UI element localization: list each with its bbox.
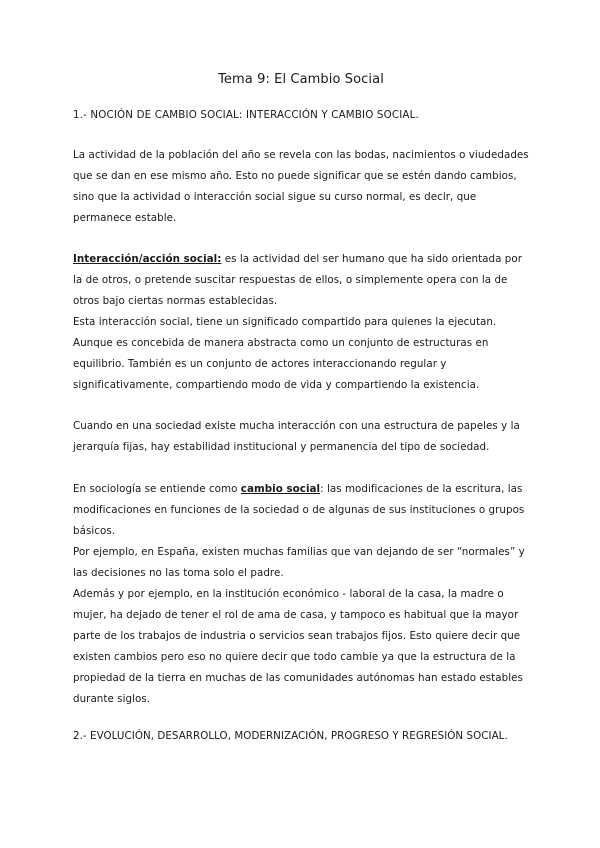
term-cambio-social: cambio social bbox=[240, 483, 321, 495]
paragraph-interaction-text: es la actividad del ser humano que ha sido orientada por la de otros, o pretende suscitar respuestas de ellos, o simplemente opera con la de otros bajo ciertas normas establecidas. bbox=[73, 253, 523, 307]
paragraph-stability: Cuando en una sociedad existe mucha interacción con una estructura de papeles y la jerarquía fijas, hay estabilidad institucional y permanencia del tipo de sociedad. bbox=[73, 420, 520, 453]
paragraph-family-example: Por ejemplo, en España, existen muchas familias que van dejando de ser “normales” y las decisiones no las toma solo el padre. bbox=[73, 546, 525, 579]
paragraph-interaction-definition bbox=[73, 249, 529, 312]
section-1-heading: 1.- NOCIÓN DE CAMBIO SOCIAL: INTERACCIÓN Y CAMBIO SOCIAL. bbox=[73, 109, 419, 121]
term-interaccion-social: Interacción/acción social: bbox=[73, 253, 222, 265]
paragraph-social-change-lead: En sociología se entiende como bbox=[73, 483, 241, 495]
document-title: Tema 9: El Cambio Social bbox=[218, 72, 384, 87]
section-2-heading: 2.- EVOLUCIÓN, DESARROLLO, MODERNIZACIÓN, PROGRESO Y REGRESIÓN SOCIAL. bbox=[73, 730, 508, 742]
paragraph-social-change-definition bbox=[73, 479, 529, 542]
paragraph-economic-example: Además y por ejemplo, en la institución económico - laboral de la casa, la madre o mujer, ha dejado de tener el rol de ama de casa, y tampoco es habitual que la mayor parte de los trabajos de industria o servicios sean trabajos fijos. Esto quiere decir que existen cambios pero eso no quiere decir que todo cambie ya que la estructura de la propiedad de la tierra en muchas de las comunidades autónomas han estado estables durante siglos. bbox=[73, 588, 523, 705]
paragraph-social-change-text: : las modificaciones de la escritura, las modificaciones en funciones de la sociedad o de algunas de sus instituciones o grupos básicos. bbox=[73, 483, 525, 537]
paragraph-shared-meaning: Esta interacción social, tiene un significado compartido para quienes la ejecutan. Aunque es concebida de manera abstracta como un conjunto de estructuras en equilibrio. También es un conjunto de actores interaccionando regular y significativamente, compartiendo modo de vida y compartiendo la existencia. bbox=[73, 316, 497, 391]
paragraph-activity: La actividad de la población del año se revela con las bodas, nacimientos o viudedades que se dan en ese mismo año. Esto no puede significar que se estén dando cambios, sino que la actividad o interacción social sigue su curso normal, es decir, que permanece estable. bbox=[73, 149, 529, 224]
